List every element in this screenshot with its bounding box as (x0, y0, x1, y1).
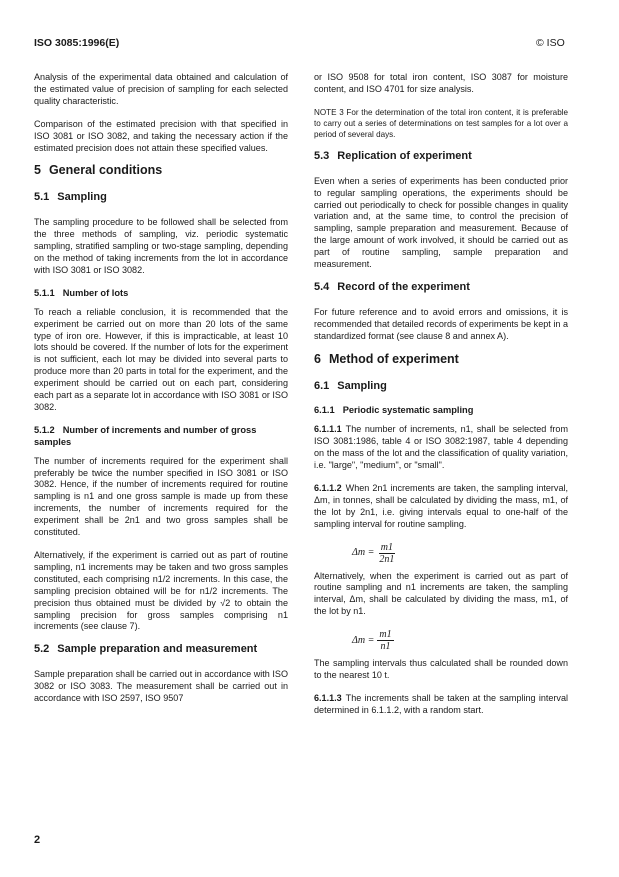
paragraph-6-1-1-2 (314, 483, 568, 531)
section-heading-5-4 (314, 282, 568, 294)
paragraph: Even when a series of experiments has been conducted prior to regular sampling operations, the experiments should be carried out periodically to check for possible changes in quality variation and, at the same time, to control the precision of sampling, sample preparation and measurement. Because of the large amount of work involved, it should be carried out as part of routine sampling, sample preparation and measurement. (314, 175, 568, 270)
page-number: 2 (34, 834, 41, 846)
section-heading-5-1-1 (34, 288, 288, 300)
section-title: Sample preparation and measurement (57, 643, 258, 656)
section-number: 6 (314, 351, 321, 366)
paragraph: Comparison of the estimated precision with that specified in ISO 3081 or ISO 3082, and taking the necessary action if the estimated precision does not attain these specified values. (34, 118, 288, 153)
clause-text: The increments shall be taken at the sampling interval determined in 6.1.1.2, with a random start. (314, 693, 568, 715)
section-number: 5.1.2 (34, 424, 55, 435)
section-title: Number of increments and number of gross samples (34, 424, 257, 447)
paragraph: Alternatively, if the experiment is carried out as part of routine sampling, n1 increments may be taken and two gross samples constituted, each comprising n1/2 increments. In this case, the sampling precision obtained will be for n1/2 increments. The precision thus obtained must be divided by √2 to obtain the sampling precision for gross samples comprising n1 increments (see clause 7). (34, 550, 288, 632)
section-title: Record of the experiment (337, 280, 470, 293)
formula-numerator: m1 (380, 541, 393, 553)
paragraph: Alternatively, when the experiment is carried out as part of routine sampling and n1 increments are taken, the sampling interval, Δm, shall be calculated by dividing the mass, m1, of the lot by n1. (314, 570, 568, 617)
section-heading-5 (34, 165, 288, 177)
right-column (314, 72, 568, 728)
formula-numerator: m1 (379, 629, 392, 641)
section-number: 5 (34, 163, 41, 178)
section-heading-5-3 (314, 151, 568, 163)
section-number: 5.2 (34, 643, 50, 656)
clause-number: 6.1.1.1 (314, 424, 342, 435)
paragraph: Analysis of the experimental data obtained and calculation of the estimated value of precision of sampling for each selected quality characteristic. (34, 72, 288, 106)
paragraph: The sampling intervals thus calculated shall be rounded down to the nearest 10 t. (314, 658, 568, 681)
paragraph: For future reference and to avoid errors and omissions, it is recommended that detailed records of experiments be kept in a standardized format (see clause 8 and annex A). (314, 306, 568, 341)
section-title: General conditions (48, 163, 163, 178)
header-copyright: © ISO (536, 37, 565, 49)
clause-number: 6.1.1.3 (314, 693, 342, 703)
section-heading-6 (314, 351, 568, 366)
section-heading-6-1-1 (314, 405, 568, 417)
section-number: 5.4 (314, 280, 330, 293)
paragraph-6-1-1-3 (314, 693, 568, 717)
formula-fraction (377, 629, 393, 652)
section-number: 5.3 (314, 149, 330, 162)
paragraph: The sampling procedure to be followed shall be selected from the three methods of sampling, viz. periodic systematic sampling, stratified sampling or two-stage sampling, depending on the method of taking increments from the lot in accordance with ISO 3081 or ISO 3082. (34, 217, 288, 275)
formula-interval-n (352, 629, 568, 652)
formula-lhs: Δm = (352, 547, 375, 559)
formula-lhs: Δm = (352, 634, 375, 646)
formula-denominator: 2n1 (379, 553, 395, 565)
section-title: Replication of experiment (337, 149, 472, 162)
paragraph: or ISO 9508 for total iron content, ISO 3087 for moisture content, and ISO 4701 for size analysis. (314, 72, 568, 94)
section-title: Number of lots (62, 287, 129, 298)
formula-fraction (377, 542, 396, 565)
section-title: Sampling (337, 379, 387, 392)
section-number: 6.1 (314, 379, 330, 392)
section-heading-5-2 (34, 644, 288, 656)
section-heading-5-1-2 (34, 425, 288, 449)
paragraph-6-1-1-1 (314, 424, 568, 472)
section-number: 6.1.1 (314, 405, 335, 416)
paragraph: The number of increments required for the experiment shall preferably be twice the number specified in ISO 3081 or ISO 3082. Hence, if the number of increments required for routine sampling is n1 and one gross sample is made up from these increments, the number of increments required for the experiment shall be 2n1 and two gross samples shall be constituted. (34, 455, 288, 538)
section-number: 5.1 (34, 191, 50, 204)
section-heading-6-1 (314, 381, 568, 393)
clause-text: The number of increments, n1, shall be selected from ISO 3081:1986, table 4 or ISO 3082:1987, table 4 depending on the mass of the lot and the classification of quality variation, i.e. "large", "medium", or "small". (314, 424, 568, 471)
section-title: Periodic systematic sampling (342, 405, 474, 416)
left-column (34, 72, 288, 716)
note: NOTE 3 For the determination of the total iron content, it is preferable to carry out a series of determinations on test samples for a lot over a period of several days. (314, 107, 568, 139)
section-heading-5-1 (34, 192, 288, 204)
section-title: Method of experiment (328, 351, 459, 366)
header-standard-id: ISO 3085:1996(E) (34, 37, 120, 49)
formula-denominator: n1 (380, 641, 391, 653)
clause-number: 6.1.1.2 (314, 482, 342, 493)
paragraph: To reach a reliable conclusion, it is recommended that the experiment be carried out on more than 20 lots of the same type of iron ore. However, if this is impracticable, at least 10 lots should be covered. If the number of lots for the experiment is not sufficient, each lot may be divided into several parts to produce more than 20 parts in total for the experiment, and the experiment should be carried out on each part, considering each part as a separate lot in accordance with ISO 3081 or ISO 3082. (34, 306, 288, 412)
paragraph: Sample preparation shall be carried out in accordance with ISO 3082 or ISO 3083. The measurement shall be carried out in accordance with ISO 2597, ISO 9507 (34, 669, 288, 704)
section-title: Sampling (57, 191, 107, 204)
section-number: 5.1.1 (34, 287, 55, 298)
clause-text: When 2n1 increments are taken, the sampling interval, Δm, in tonnes, shall be calculated by dividing the mass, m1, of the lot by 2n1, i.e. giving intervals equal to one-half of the sampling interval for routine sampling. (314, 482, 568, 529)
formula-interval-2n (352, 542, 568, 565)
